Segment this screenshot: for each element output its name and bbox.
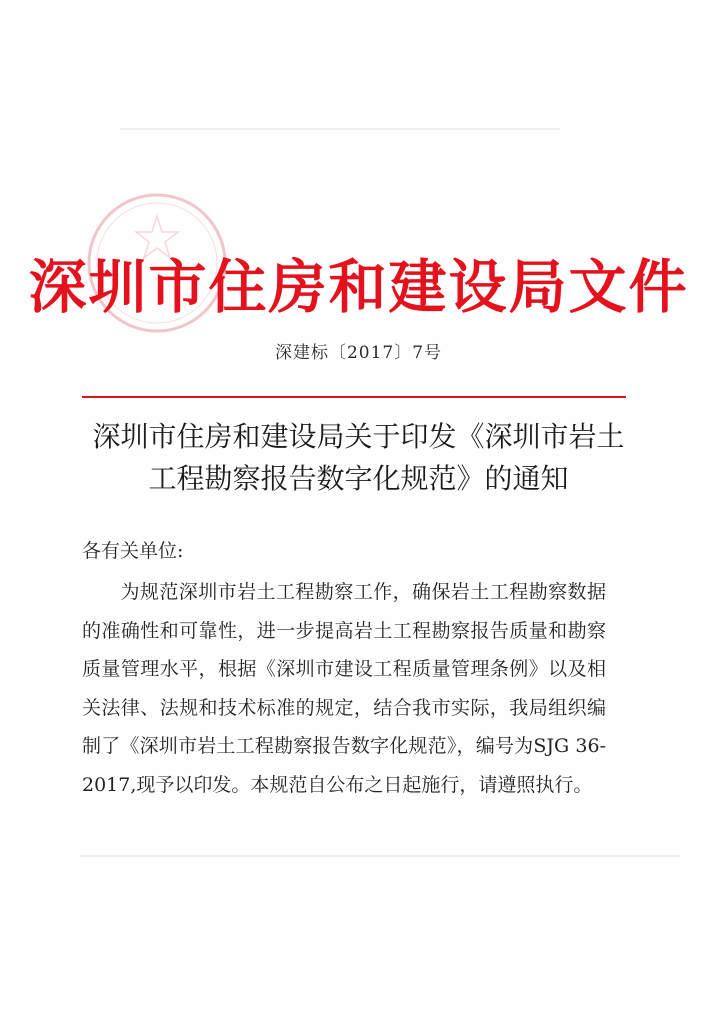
body-text: 为规范深圳市岩土工程勘察工作，确保岩土工程勘察数据的准确性和可靠性，进一步提高岩土工程勘察报告质量和勘察质量管理水平，根据《深圳市建设工程质量管理条例》以及相关法律、法规和技术标准的规定，结合我市实际，我局组织编制了《深圳市岩土工程勘察报告数字化规范》，编号为SJG 36-2017,现予以印发。本规范自公布之日起施行，请遵照执行。 [82, 581, 606, 796]
scan-mark [80, 855, 680, 857]
notice-title-line1: 深圳市住房和建设局关于印发《深圳市岩土 [92, 420, 625, 453]
notice-title-line2: 工程勘察报告数字化规范》的通知 [148, 462, 569, 495]
document-number: 深建标〔2017〕7号 [274, 343, 443, 363]
issuer-header: 深圳市住房和建设局文件 [28, 253, 689, 321]
salutation: 各有关单位: [82, 540, 184, 562]
scan-mark [120, 128, 560, 130]
body-paragraph [82, 573, 606, 804]
notice-title [60, 416, 657, 500]
red-divider [82, 396, 626, 398]
